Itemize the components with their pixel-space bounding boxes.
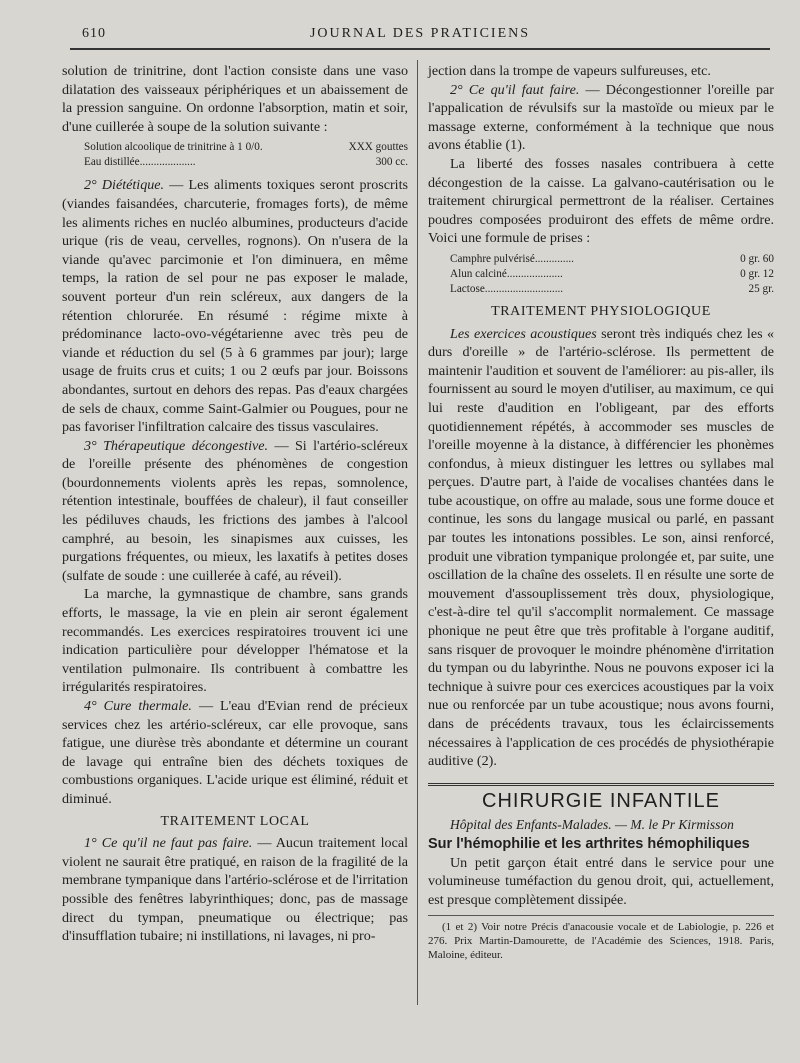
recipe-trinitrine	[84, 140, 408, 170]
recipe-row	[84, 140, 408, 155]
paragraph-text: — Si l'artério-scléreux de l'oreille présente des phénomènes de congestion (bourdonnements violents après les repas, somnolence, rétention intestinale, bouffées de chaleur), il faut conseiller les pédiluves chauds, les frictions des jambes à l'alcool camphré, au besoin, les sinapismes aux cuisses, les purgations fréquentes, ou mieux, les laxatifs à petites doses (sulfate de soude : une cuillerée à café, au réveil).	[62, 437, 408, 584]
recipe-row	[450, 282, 774, 297]
left-column	[62, 62, 408, 946]
paragraph-label: Les exercices acoustiques	[450, 325, 597, 342]
paragraph: La marche, la gymnastique de chambre, sans grands efforts, le massage, la vie en plein air seront également recommandés. Les exercices respiratoires trouvent ici une indication particulière pour développer l'hématose et la ventilation pulmonaire. Ils contribuent à combattre les irrégularités respiratoires.	[62, 586, 408, 696]
paragraph-ne-pas-faire	[62, 834, 408, 946]
recipe-qty: 0 gr. 12	[740, 267, 774, 280]
paragraph-faut-faire	[428, 81, 774, 155]
recipe-qty: 300 cc.	[375, 156, 408, 169]
paragraph: solution de trinitrine, dont l'action consiste dans une vaso dilatation des vaisseaux périphériques et un abaissement de la pression sanguine. On ordonne l'absorption, matin et soir, d'une cuillerée à soupe de la solution suivante :	[62, 63, 408, 135]
paragraph-label: 2° Ce qu'il faut faire.	[450, 81, 580, 98]
recipe-qty: XXX gouttes	[348, 141, 408, 154]
paragraph-label: 3° Thérapeutique décongestive.	[84, 437, 269, 454]
paragraph-label: 1° Ce qu'il ne faut pas faire.	[84, 835, 253, 852]
paragraph-text: — Les aliments toxiques seront proscrits (viandes faisandées, charcuterie, fromages forts), de même les aliments riches en nucléo albumines, producteurs d'acide urique (ris de veau, cervelles, rognons). On n'usera de la viande qu'avec parcimonie et l'on diminuera, en même temps, la ration de sel pour ne pas exposer le malade, souvent porteur d'un rein scléreux, aux dangers de la rétention chlorurée. En résumé : régime mixte à prédominance lacto-ovo-végétarienne avec très peu de viande et réduction du sel (5 à 6 grammes par jour); large usage de fruits crus et cuits; 1 ou 2 œufs par jour. Boissons abondantes, surtout en dehors des repas. Pas d'eaux chargées de sels de chaux, comme Saint-Galmier ou Pougues, pour ne pas favoriser l'infiltration calcaire des tissus vasculaires.	[62, 177, 408, 436]
recipe-prises	[450, 252, 774, 297]
recipe-item: Camphre pulvérisé..............	[450, 252, 574, 265]
paragraph: Un petit garçon était entré dans le service pour une volumineuse tuméfaction du genou droit, qui, actuellement, est presque complètement dissipée.	[428, 854, 774, 908]
paragraph-label: 2° Diététique.	[84, 177, 165, 194]
paragraph: jection dans la trompe de vapeurs sulfureuses, etc.	[428, 63, 711, 79]
recipe-item: Lactose............................	[450, 282, 564, 295]
paragraph-label: 4° Cure thermale.	[84, 698, 192, 714]
paragraph-text: — L'eau d'Evian rend de précieux services chez les artério-scléreux, car elle provoque, sans fatigue, une diurèse très abondante et détermine un courant de lavage qui entraîne bien des déchets toxiques de combustions organiques. L'acide urique est éliminé, réduit et diminué.	[62, 698, 408, 807]
section-title: CHIRURGIE INFANTILE	[428, 783, 774, 811]
subheading-traitement-physiologique: TRAITEMENT PHYSIOLOGIQUE	[491, 303, 711, 319]
page-number: 610	[82, 26, 106, 41]
journal-title: JOURNAL DES PRATICIENS	[309, 26, 531, 41]
paragraph: La liberté des fosses nasales contribuera à cette décongestion de la caisse. La galvano-cautérisation ou le traitement chirurgical permettront de la réaliser. Certaines poudres composées produiront des effets de même ordre. Voici une formule de prises :	[428, 155, 774, 247]
recipe-row	[84, 155, 408, 170]
paragraph-text: — Décongestionner l'oreille par l'appalication de révulsifs sur la mastoïde ou mieux par le massage externe, conformément à la technique que nous avons établie (1).	[428, 81, 774, 154]
column-divider	[417, 60, 418, 1005]
paragraph-exercices	[428, 325, 774, 771]
article-title: Sur l'hémophilie et les arthrites hémophiliques	[428, 835, 750, 852]
hospital-line: Hôpital des Enfants-Malades. — M. le Pr Kirmisson	[450, 817, 734, 833]
paragraph-text: seront très indiqués chez les « durs d'oreille » de l'artério-sclérose. Ils permettent de maintenir l'audition et souvent de l'améliorer: au pis-aller, ils fournissent au sourd le moyen d'utiliser, au maximum, ce qui lui reste d'audition en l'obligeant, par des efforts quotidiennement répétés, à accommoder ses muscles de l'oreille moyenne à la distance, à différencier les phonèmes confondus, à mieux distinguer les lettres ou syllabes mal perçues. D'autre part, à l'aide de vocalises chantées dans le tube acoustique, on offre au malade, sous une forme douce et continue, les sons du langage musical ou parlé, en passant par toutes les intonations possibles. Le son, ainsi renforcé, produit une vibration tympanique prolongée et, par suite, une oscillation de la chaîne des osselets. Il en résulte une sorte de mouvement d'assouplissement très doux, physiologique, c'est-à-dire tel qu'il s'accomplit normalement. Ce massage phonique ne peut être que très profitable à l'organe auditif, sans risquer de provoquer le moindre phénomène d'irritation du tympan ou du labyrinthe. Nous ne pouvons exposer ici la technique à suivre pour ces exercices acoustiques par la voix nue ou renforcée par un tube acoustique; nous avons fourni, dans de précédents travaux, tous les éclaircissements nécessaires à l'application de ces procédés de physiothérapie auditive (2).	[428, 325, 774, 770]
paragraph-cure-thermale	[62, 697, 408, 809]
footnote: (1 et 2) Voir notre Précis d'anacousie vocale et de Labiologie, p. 226 et 276. Prix Martin-Damourette, de l'Académie des Sciences, 1918. Paris, Maloine, éditeur.	[428, 915, 774, 962]
paragraph-dietetique	[62, 176, 408, 436]
paragraph-therapeutique	[62, 437, 408, 586]
subheading-traitement-local: TRAITEMENT LOCAL	[160, 813, 310, 829]
recipe-item: Eau distillée....................	[84, 156, 196, 169]
recipe-item: Alun calciné....................	[450, 267, 563, 280]
recipe-item: Solution alcoolique de trinitrine à 1 0/0.	[84, 141, 263, 154]
page-header	[70, 22, 770, 50]
recipe-qty: 25 gr.	[748, 282, 774, 295]
recipe-row	[450, 252, 774, 267]
recipe-row	[450, 267, 774, 282]
right-column	[428, 62, 774, 962]
recipe-qty: 0 gr. 60	[740, 252, 774, 265]
paragraph-text: — Aucun traitement local violent ne saurait être pratiqué, en raison de la fragilité de la membrane tympanique dans l'artério-sclérose et de l'irritation possible des fenêtres labyrinthiques; donc, pas de massage direct du tympan, pneumatique ou électrique; pas d'insufflation tubaire; ni instillations, ni lavages, ni pro-	[62, 835, 408, 945]
